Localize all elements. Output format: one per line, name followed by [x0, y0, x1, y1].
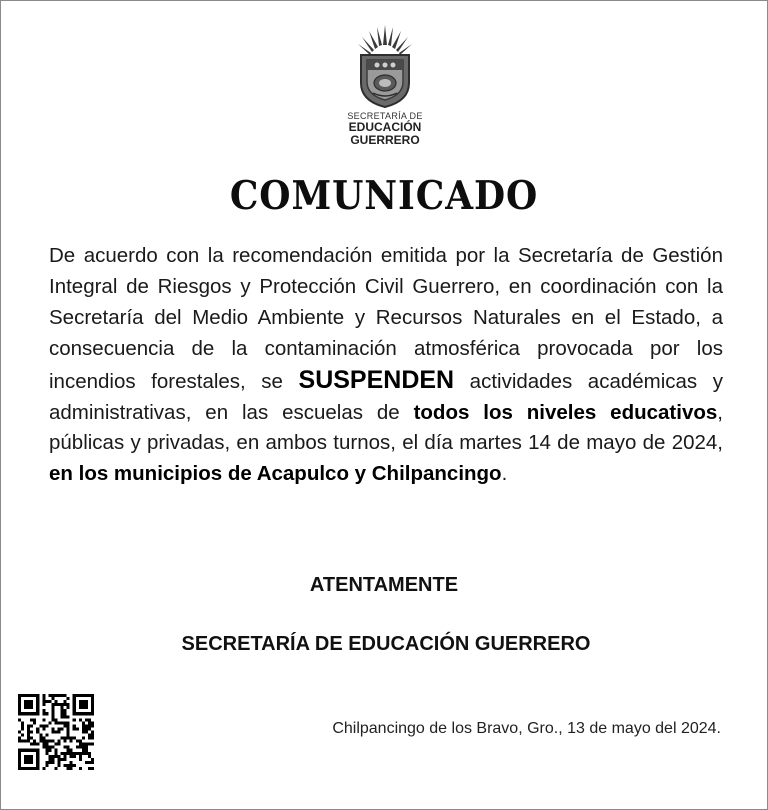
logo-line-secretaria: SECRETARÍA DE: [347, 111, 423, 121]
suspenden-emphasis: SUSPENDEN: [298, 365, 455, 394]
body-date: , públicas y privadas, en ambos turnos, el día martes 14 de mayo de 2024,: [49, 400, 723, 455]
niveles-emphasis: todos los niveles educativos: [413, 400, 718, 424]
closing-regards: ATENTAMENTE: [309, 574, 459, 596]
closing-signer: SECRETARÍA DE EDUCACIÓN GUERRERO: [181, 633, 591, 655]
state-emblem-icon: [353, 23, 417, 109]
municipios-emphasis: en los municipios de Acapulco y Chilpancingo: [49, 462, 502, 486]
logo-line-guerrero: GUERRERO: [350, 133, 420, 147]
body-intro: De acuerdo con la recomendación emitida por la Secretaría de Gestión Integral de Riesgos y Protección Civil Guerrero, en coordinación con la Secretaría del Medio Ambiente y Recursos Naturales en el Estado, a consecuencia de la contaminación atmosférica provocada por los incendios forestales, se: [49, 244, 723, 393]
qr-code[interactable]: [18, 694, 94, 770]
body-activities: actividades académicas y administrativas, en las escuelas de: [49, 369, 723, 424]
body-end: .: [501, 462, 508, 486]
secretaria-logo: [341, 23, 429, 157]
logo-line-educacion: EDUCACIÓN: [348, 120, 422, 134]
announcement-body: [49, 241, 723, 490]
page-title: COMUNICADO: [229, 173, 539, 219]
place-date: Chilpancingo de los Bravo, Gro., 13 de mayo del 2024.: [332, 720, 721, 737]
